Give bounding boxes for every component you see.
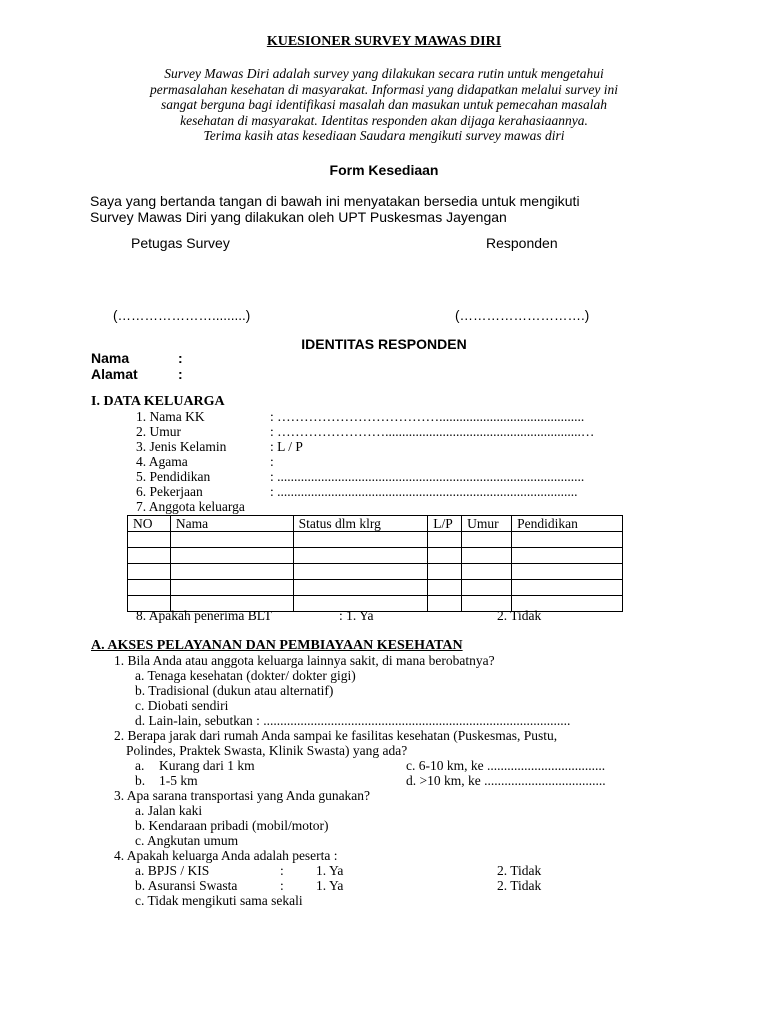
option-q4-b-colon: : [280,878,284,893]
option-q4-b-label: b. Asuransi Swasta [135,878,238,893]
consent-line: Saya yang bertanda tangan di bawah ini menyatakan bersedia untuk mengikuti [90,193,580,209]
nama-colon: : [178,350,183,366]
field-label: 2. Umur [136,424,181,439]
option-q3-a[interactable]: a. Jalan kaki [135,803,203,818]
field-value[interactable]: : ......................................................................................... [270,484,578,499]
table-cell[interactable] [128,564,171,580]
alamat-label: Alamat [91,366,138,382]
option-q4-b-no[interactable]: 2. Tidak [497,878,542,893]
table-cell[interactable] [170,548,293,564]
table-cell[interactable] [512,532,623,548]
question-2-continued: Polindes, Praktek Swasta, Klinik Swasta) yang ada? [126,743,408,758]
blt-question: 8. Apakah penerima BLT [136,608,272,623]
option-q4-a-colon: : [280,863,284,878]
question-3: 3. Apa sarana transportasi yang Anda gunakan? [114,788,371,803]
option-q4-a-no[interactable]: 2. Tidak [497,863,542,878]
alamat-colon: : [178,366,183,382]
option-q1-d[interactable]: d. Lain-lain, sebutkan : ........................................................................................... [135,713,571,728]
column-header: NO [128,516,171,532]
intro-line: Terima kasih atas kesediaan Saudara mengikuti survey mawas diri [203,128,565,143]
option-q3-b[interactable]: b. Kendaraan pribadi (mobil/motor) [135,818,329,833]
question-4: 4. Apakah keluarga Anda adalah peserta : [114,848,338,863]
table-row [128,548,623,564]
table-cell[interactable] [293,532,428,548]
option-q1-b[interactable]: b. Tradisional (dukun atau alternatif) [135,683,334,698]
option-q2-c[interactable]: c. 6-10 km, ke ................................... [406,758,606,773]
table-cell[interactable] [428,532,462,548]
field-value[interactable]: : ………………………………........................................... [270,409,585,424]
option-q2-a[interactable]: Kurang dari 1 km [159,758,255,773]
table-cell[interactable] [170,580,293,596]
table-cell[interactable] [428,596,462,612]
table-cell[interactable] [462,532,512,548]
table-cell[interactable] [170,532,293,548]
option-q4-a-yes[interactable]: 1. Ya [316,863,344,878]
identitas-heading: IDENTITAS RESPONDEN [301,336,467,352]
column-header: Pendidikan [512,516,623,532]
table-cell[interactable] [293,548,428,564]
table-row [128,532,623,548]
table-cell[interactable] [128,580,171,596]
table-cell[interactable] [462,564,512,580]
consent-statement [90,193,690,225]
consent-line: Survey Mawas Diri yang dilakukan oleh UPT Puskesmas Jayengan [90,209,507,225]
table-cell[interactable] [462,580,512,596]
intro-line: sangat berguna bagi identifikasi masalah dan masukan untuk pemecahan masalah [160,97,608,112]
blt-option-no[interactable]: 2. Tidak [497,608,542,623]
field-label: 3. Jenis Kelamin [136,439,227,454]
field-label: 1. Nama KK [136,409,205,424]
option-q2-b[interactable]: 1-5 km [159,773,198,788]
data-keluarga-heading: I. DATA KELUARGA [91,394,225,409]
column-header: Status dlm klrg [293,516,428,532]
table-cell[interactable] [428,580,462,596]
option-q4-b-yes[interactable]: 1. Ya [316,878,344,893]
table-header-row [128,516,623,532]
table-row [128,580,623,596]
table-cell[interactable] [293,580,428,596]
field-label: 6. Pekerjaan [136,484,203,499]
column-header: Umur [462,516,512,532]
table-cell[interactable] [128,548,171,564]
petugas-signature-line[interactable]: (………………….........) [113,308,251,323]
responden-signature-line[interactable]: (……………………….) [455,308,590,323]
table-cell[interactable] [170,564,293,580]
option-q4-c[interactable]: c. Tidak mengikuti sama sekali [135,893,303,908]
table-row [128,564,623,580]
option-q3-c[interactable]: c. Angkutan umum [135,833,239,848]
field-value[interactable]: : ……………………..........................................................… [270,424,595,439]
blt-option-yes[interactable]: : 1. Ya [339,608,374,623]
table-cell[interactable] [512,564,623,580]
page-title: KUESIONER SURVEY MAWAS DIRI [266,34,502,49]
option-q4-a-label: a. BPJS / KIS [135,863,210,878]
table-cell[interactable] [128,532,171,548]
option-q1-a[interactable]: a. Tenaga kesehatan (dokter/ dokter gigi) [135,668,356,683]
question-1: 1. Bila Anda atau anggota keluarga lainnya sakit, di mana berobatnya? [114,653,495,668]
field-value[interactable]: : [270,454,274,469]
petugas-label: Petugas Survey [131,235,230,251]
field-value[interactable]: : L / P [270,439,303,454]
table-cell[interactable] [428,564,462,580]
responden-label: Responden [486,235,558,251]
table-cell[interactable] [512,548,623,564]
table-cell[interactable] [512,580,623,596]
intro-paragraph [60,66,708,144]
option-q2-a-letter: a. [135,758,145,773]
field-label: 7. Anggota keluarga [136,499,245,514]
option-q2-d[interactable]: d. >10 km, ke .................................... [406,773,606,788]
table-cell[interactable] [293,564,428,580]
intro-line: permasalahan kesehatan di masyarakat. Informasi yang didapatkan melalui survey ini [150,81,618,97]
column-header: L/P [428,516,462,532]
question-2: 2. Berapa jarak dari rumah Anda sampai ke fasilitas kesehatan (Puskesmas, Pustu, [114,728,558,743]
table-cell[interactable] [462,548,512,564]
field-label: 4. Agama [136,454,188,469]
field-value[interactable]: : ........................................................................................... [270,469,585,484]
intro-line: kesehatan di masyarakat. Identitas responden akan dijaga kerahasiaannya. [180,112,588,128]
section-a-heading: A. AKSES PELAYANAN DAN PEMBIAYAAN KESEHATAN [91,638,463,653]
option-q2-b-letter: b. [135,773,146,788]
field-label: 5. Pendidikan [136,469,211,484]
intro-line: Survey Mawas Diri adalah survey yang dilakukan secara rutin untuk mengetahui [164,66,604,81]
option-q1-c[interactable]: c. Diobati sendiri [135,698,229,713]
table-cell[interactable] [428,548,462,564]
nama-label: Nama [91,350,130,366]
consent-heading: Form Kesediaan [329,162,439,178]
family-members-table [127,515,623,612]
column-header: Nama [170,516,293,532]
